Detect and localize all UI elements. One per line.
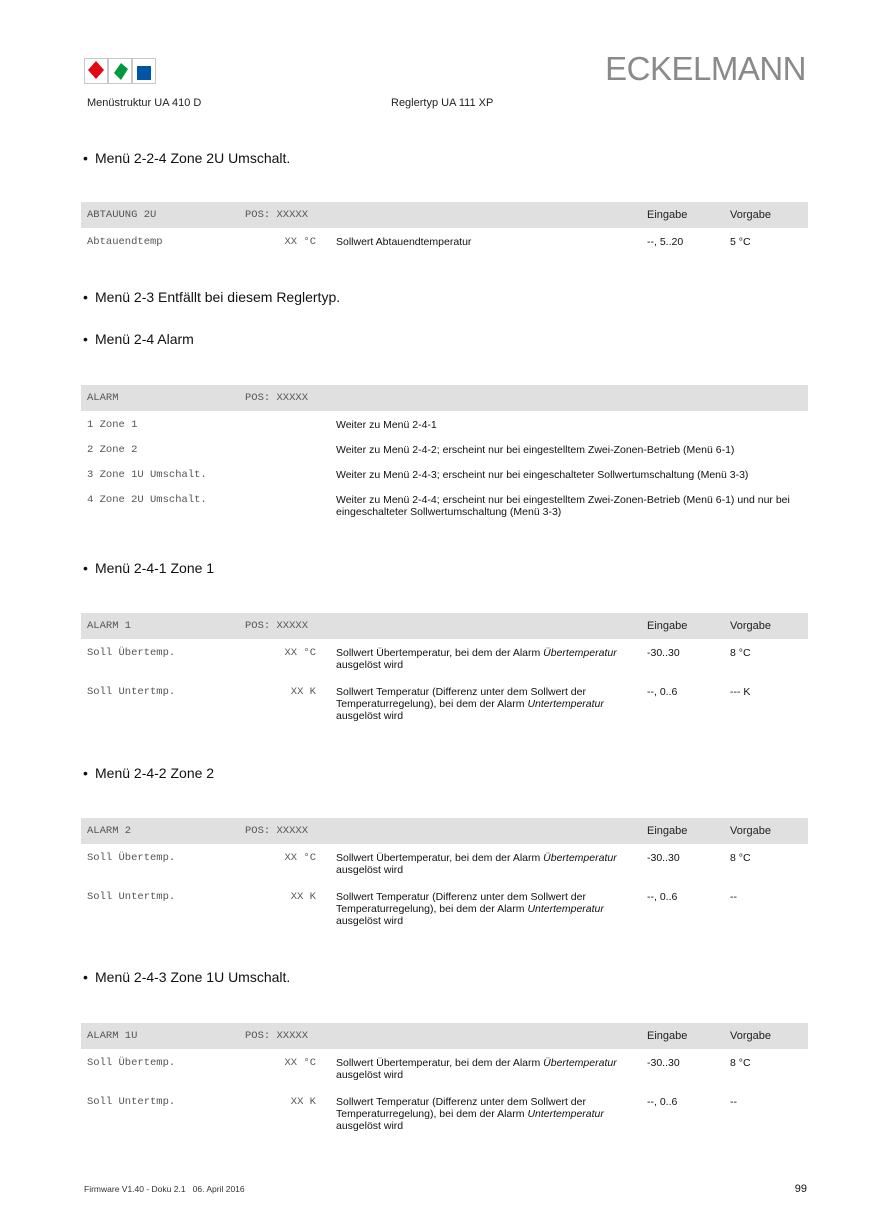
row-vorgabe: --- K [730, 686, 751, 698]
bullet-icon: • [83, 765, 88, 781]
bullet-icon: • [83, 289, 88, 305]
row-value: XX K [290, 686, 316, 698]
row-name: 3 Zone 1U Umschalt. [87, 469, 207, 481]
row-eingabe: -30..30 [647, 1057, 680, 1069]
section-title-text: Menü 2-4-2 Zone 2 [95, 765, 215, 781]
row-description: Weiter zu Menü 2-4-4; erscheint nur bei eingestelltem Zwei-Zonen-Betrieb (Menü 6-1) und nur bei eingeschalteter Sollwertumschaltung (Menü 3-3) [336, 494, 790, 518]
row-vorgabe: 8 °C [730, 647, 751, 659]
section-title [83, 765, 214, 781]
row-value: XX °C [284, 1057, 316, 1069]
row-description: Sollwert Temperatur (Differenz unter dem Sollwert der Temperaturregelung), bei dem der Alarm Untertemperatur ausgelöst wird [336, 686, 604, 722]
row-value: XX °C [284, 852, 316, 864]
col-vorgabe: Vorgabe [730, 209, 771, 221]
menu-table [81, 385, 808, 516]
row-eingabe: --, 0..6 [647, 1096, 678, 1108]
footer-text: Firmware V1.40 - Doku 2.1 06. April 2016 [84, 1184, 245, 1194]
row-description: Sollwert Übertemperatur, bei dem der Alarm Übertemperatur ausgelöst wird [336, 647, 617, 671]
row-eingabe: --, 5..20 [647, 236, 684, 248]
page-number: 99 [794, 1183, 807, 1195]
row-description: Sollwert Abtauendtemperatur [336, 236, 472, 248]
row-description: Sollwert Temperatur (Differenz unter dem Sollwert der Temperaturregelung), bei dem der Alarm Untertemperatur ausgelöst wird [336, 1096, 604, 1132]
col-eingabe: Eingabe [647, 620, 688, 632]
table-row [81, 1057, 808, 1096]
table-pos: POS: XXXXX [245, 392, 309, 404]
row-name: 2 Zone 2 [87, 444, 138, 456]
table-header [81, 613, 808, 639]
row-value: XX °C [284, 647, 316, 659]
table-title: ABTAUUNG 2U [87, 209, 157, 221]
row-description: Sollwert Übertemperatur, bei dem der Alarm Übertemperatur ausgelöst wird [336, 1057, 617, 1081]
table-row [81, 494, 808, 524]
table-header [81, 818, 808, 844]
table-title: ALARM 2 [87, 825, 132, 837]
table-row [81, 236, 808, 256]
row-description: Weiter zu Menü 2-4-1 [336, 419, 437, 431]
table-pos: POS: XXXXX [245, 620, 309, 632]
row-name: Soll Untertmp. [87, 1096, 176, 1108]
table-row [81, 647, 808, 686]
col-vorgabe: Vorgabe [730, 825, 771, 837]
row-description: Sollwert Temperatur (Differenz unter dem Sollwert der Temperaturregelung), bei dem der Alarm Untertemperatur ausgelöst wird [336, 891, 604, 927]
col-eingabe: Eingabe [647, 825, 688, 837]
table-row [81, 419, 808, 444]
row-eingabe: --, 0..6 [647, 891, 678, 903]
logo-green-diamond [114, 63, 128, 80]
header-left-text: Menüstruktur UA 410 D [87, 97, 202, 109]
table-row [81, 1096, 808, 1136]
section-title [83, 289, 340, 305]
table-header [81, 385, 808, 411]
logo-red-diamond [88, 61, 104, 79]
table-row [81, 891, 808, 931]
bullet-icon: • [83, 560, 88, 576]
row-description: Sollwert Übertemperatur, bei dem der Alarm Übertemperatur ausgelöst wird [336, 852, 617, 876]
row-eingabe: -30..30 [647, 647, 680, 659]
menu-table [81, 613, 808, 722]
row-eingabe: -30..30 [647, 852, 680, 864]
section-title [83, 150, 290, 166]
eckelmann-logo [84, 58, 156, 84]
menu-table [81, 202, 808, 248]
table-row [81, 469, 808, 494]
col-vorgabe: Vorgabe [730, 1030, 771, 1042]
row-name: 4 Zone 2U Umschalt. [87, 494, 207, 506]
header-mid-text: Reglertyp UA 111 XP [391, 97, 494, 109]
row-name: 1 Zone 1 [87, 419, 138, 431]
row-name: Abtauendtemp [87, 236, 163, 248]
row-vorgabe: 8 °C [730, 852, 751, 864]
row-value: XX K [290, 891, 316, 903]
logo-blue-square [137, 66, 151, 80]
table-pos: POS: XXXXX [245, 209, 309, 221]
section-title-text: Menü 2-2-4 Zone 2U Umschalt. [95, 150, 291, 166]
section-title-text: Menü 2-4-1 Zone 1 [95, 560, 215, 576]
table-row [81, 444, 808, 469]
brand-name: ECKELMANN [605, 50, 806, 87]
section-title-text: Menü 2-3 Entfällt bei diesem Reglertyp. [95, 289, 341, 305]
bullet-icon: • [83, 150, 88, 166]
row-name: Soll Untertmp. [87, 891, 176, 903]
row-value: XX °C [284, 236, 316, 248]
row-value: XX K [290, 1096, 316, 1108]
table-title: ALARM [87, 392, 119, 404]
row-vorgabe: -- [730, 1096, 737, 1108]
col-vorgabe: Vorgabe [730, 620, 771, 632]
table-header [81, 1023, 808, 1049]
menu-table [81, 818, 808, 927]
table-title: ALARM 1U [87, 1030, 138, 1042]
row-vorgabe: -- [730, 891, 737, 903]
section-title [83, 560, 214, 576]
row-vorgabe: 5 °C [730, 236, 751, 248]
col-eingabe: Eingabe [647, 209, 688, 221]
table-title: ALARM 1 [87, 620, 132, 632]
section-title-text: Menü 2-4 Alarm [95, 331, 194, 347]
table-row [81, 686, 808, 726]
row-description: Weiter zu Menü 2-4-3; erscheint nur bei eingeschalteter Sollwertumschaltung (Menü 3-3) [336, 469, 749, 481]
bullet-icon: • [83, 969, 88, 985]
section-title [83, 969, 290, 985]
row-name: Soll Übertemp. [87, 647, 176, 659]
col-eingabe: Eingabe [647, 1030, 688, 1042]
row-description: Weiter zu Menü 2-4-2; erscheint nur bei eingestelltem Zwei-Zonen-Betrieb (Menü 6-1) [336, 444, 735, 456]
table-row [81, 852, 808, 891]
row-name: Soll Untertmp. [87, 686, 176, 698]
section-title [83, 331, 194, 347]
row-name: Soll Übertemp. [87, 1057, 176, 1069]
table-pos: POS: XXXXX [245, 825, 309, 837]
row-vorgabe: 8 °C [730, 1057, 751, 1069]
section-title-text: Menü 2-4-3 Zone 1U Umschalt. [95, 969, 291, 985]
row-name: Soll Übertemp. [87, 852, 176, 864]
row-eingabe: --, 0..6 [647, 686, 678, 698]
table-pos: POS: XXXXX [245, 1030, 309, 1042]
table-header [81, 202, 808, 228]
menu-table [81, 1023, 808, 1132]
bullet-icon: • [83, 331, 88, 347]
